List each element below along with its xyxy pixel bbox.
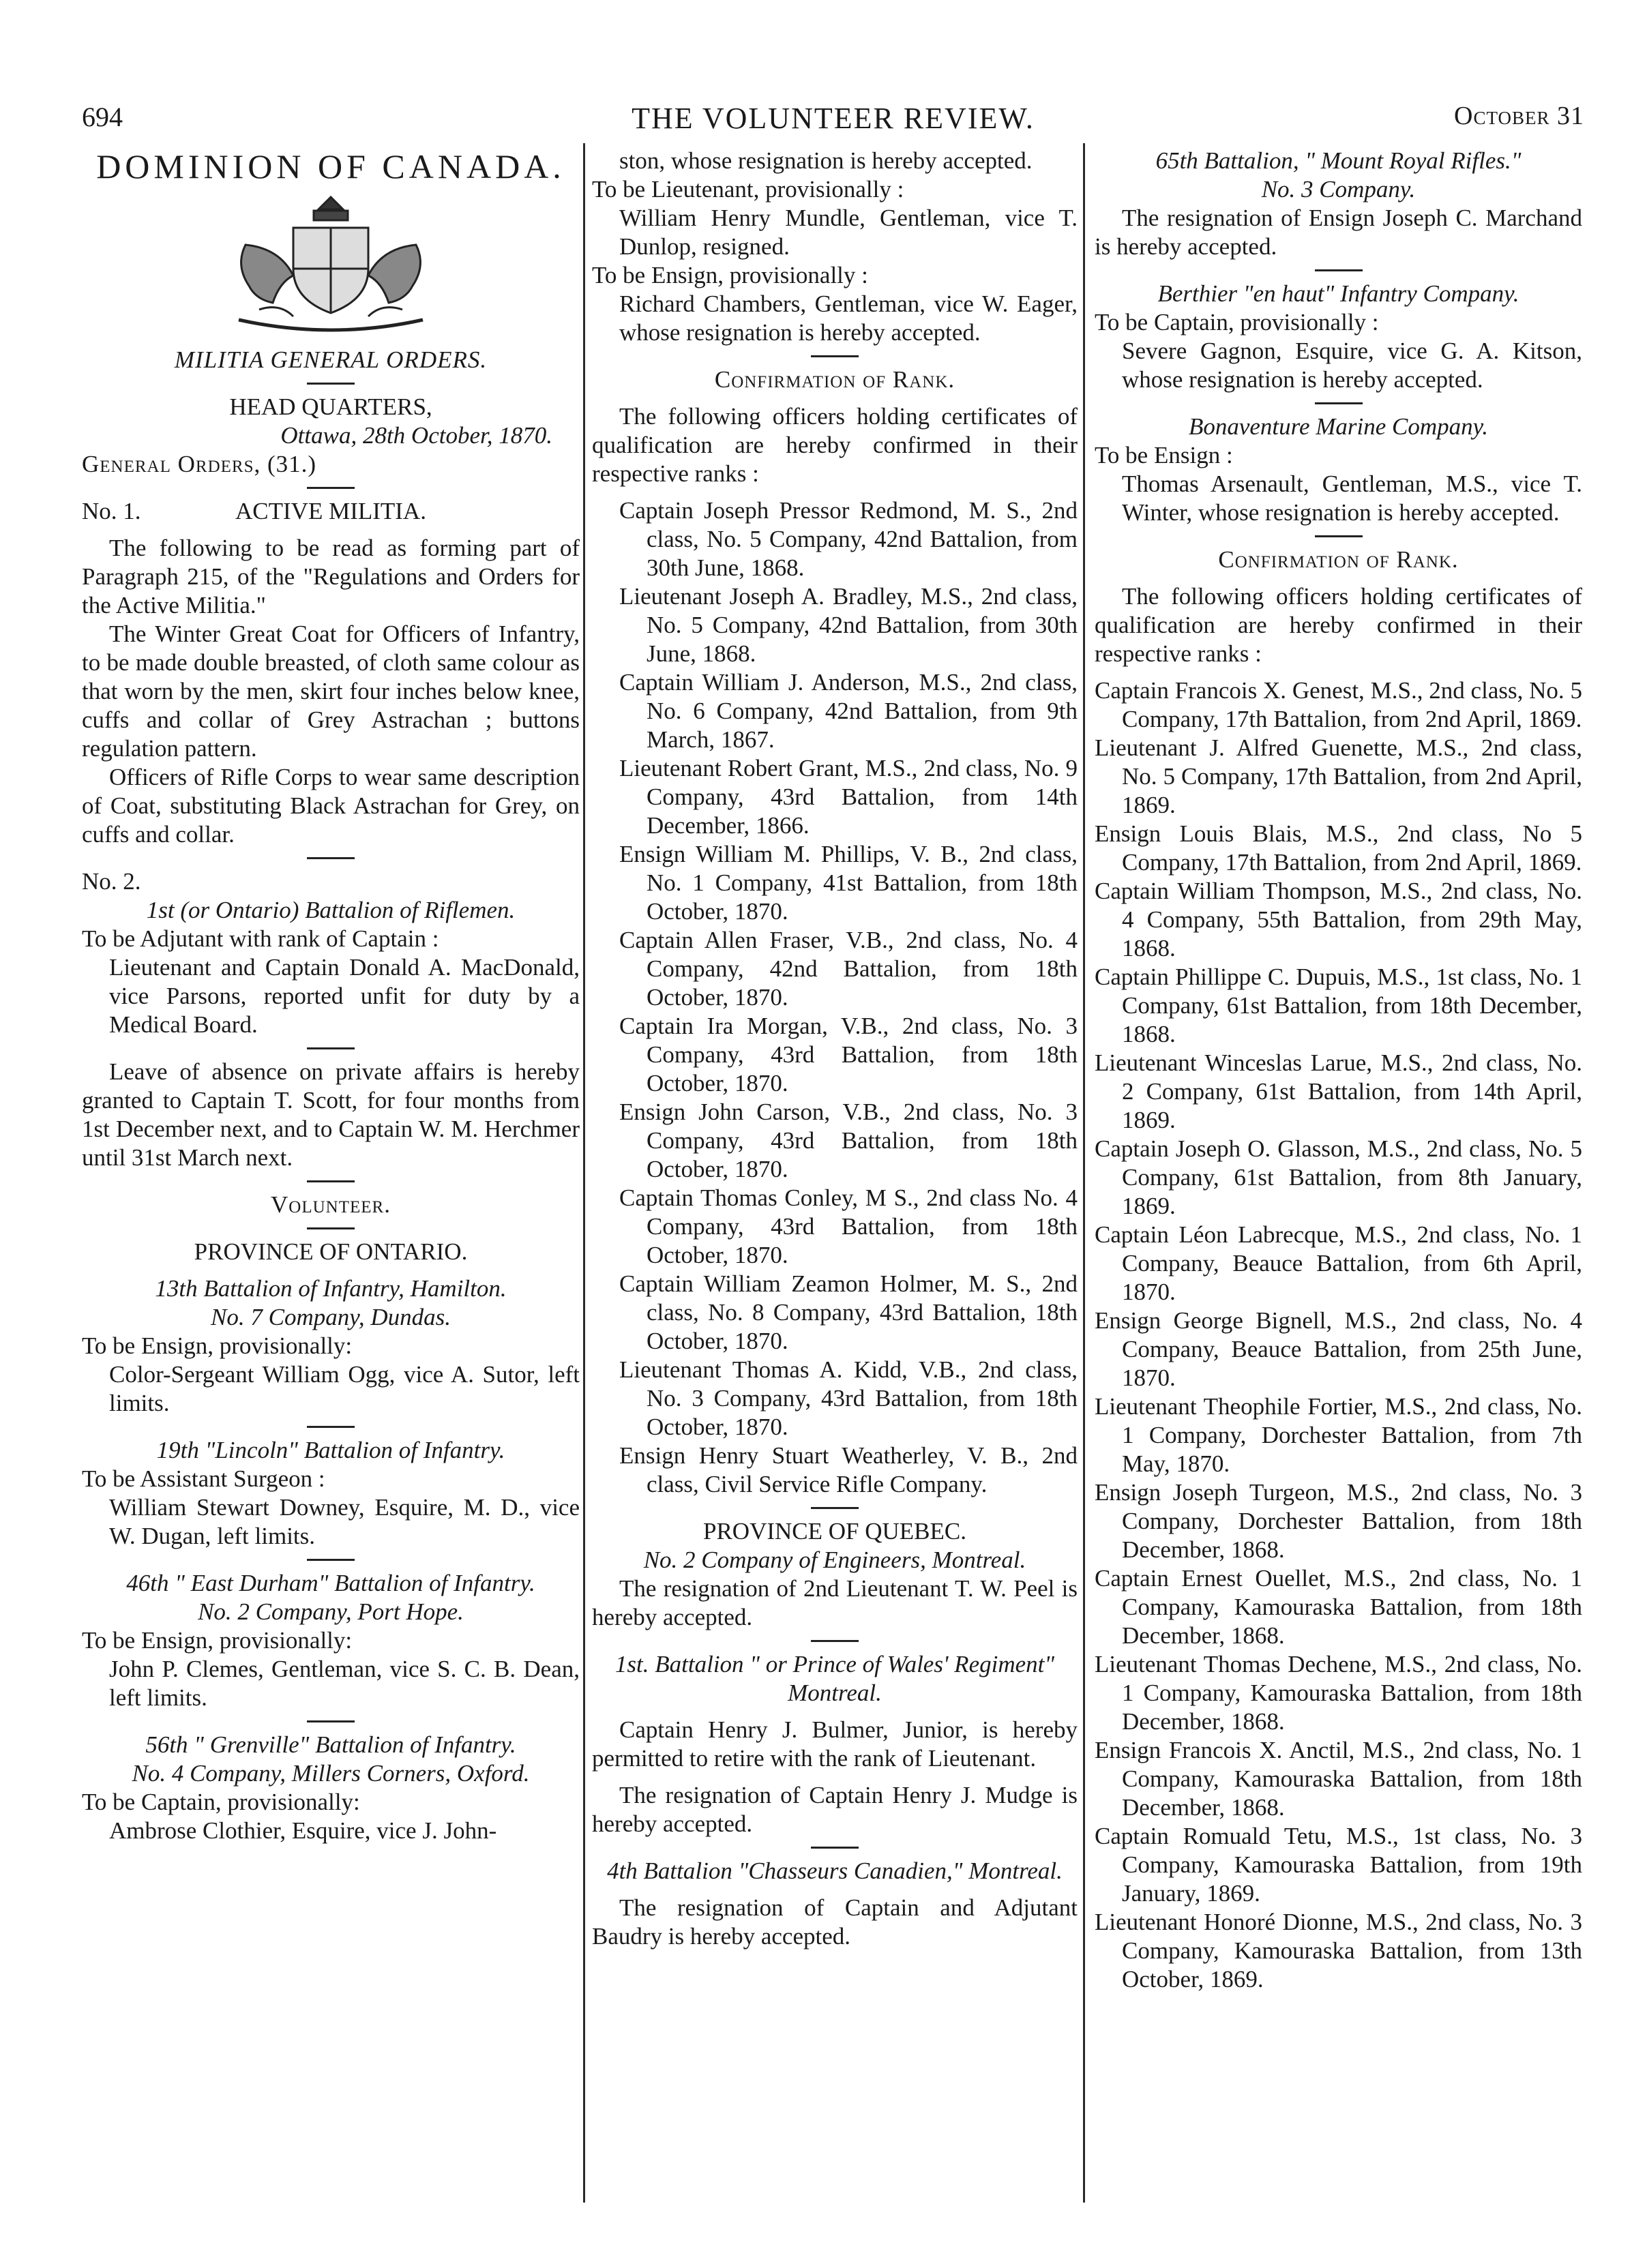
divider <box>307 1426 355 1428</box>
list-item: Lieutenant Thomas A. Kidd, V.B., 2nd class, No. 3 Company, 43rd Battalion, from 18th October, 1870. <box>619 1356 1078 1440</box>
divider <box>307 1559 355 1561</box>
appointment-heading: To be Lieutenant, provisionally : <box>592 176 904 203</box>
appointment-entry: Ambrose Clothier, Esquire, vice J. John- <box>109 1817 497 1844</box>
masthead: DOMINION OF CANADA. <box>96 147 565 185</box>
list-item: Ensign John Carson, V.B., 2nd class, No. 3 Company, 43rd Battalion, from 18th October, 1870. <box>619 1099 1078 1182</box>
column-divider <box>583 143 585 2203</box>
column-divider <box>1083 143 1085 2203</box>
list-item: Captain Allen Fraser, V.B., 2nd class, No. 4 Company, 42nd Battalion, from 18th October, 1870. <box>619 927 1078 1011</box>
list-item: Lieutenant Winceslas Larue, M.S., 2nd class, No. 2 Company, 61st Battalion, from 14th April, 1869. <box>1095 1049 1582 1133</box>
section-heading: Volunteer. <box>271 1191 391 1218</box>
divider <box>1315 269 1363 271</box>
column-2 <box>592 147 1078 1951</box>
list-item: Captain Ernest Ouellet, M.S., 2nd class, No. 1 Company, Kamouraska Battalion, from 18th December, 1868. <box>1095 1565 1582 1649</box>
list-item: Captain Joseph Pressor Redmond, M. S., 2nd class, No. 5 Company, 42nd Battalion, from 30th June, 1868. <box>619 497 1078 581</box>
list-item: Captain Phillippe C. Dupuis, M.S., 1st class, No. 1 Company, 61st Battalion, from 18th December, 1868. <box>1095 964 1582 1047</box>
list-item: Lieutenant Theophile Fortier, M.S., 2nd class, No. 1 Company, Dorchester Battalion, from 7th May, 1870. <box>1095 1393 1582 1477</box>
paragraph: The resignation of Captain and Adjutant Baudry is hereby accepted. <box>592 1894 1078 1950</box>
battalion-heading: 19th "Lincoln" Battalion of Infantry. <box>156 1437 505 1463</box>
paragraph: The following to be read as forming part of Paragraph 215, of the "Regulations and Orders for the Active Militia." <box>82 535 580 618</box>
publication-title: THE VOLUNTEER REVIEW. <box>632 102 1035 135</box>
appointment-entry: Color-Sergeant William Ogg, vice A. Sutor, left limits. <box>109 1361 580 1416</box>
appointment-entry: ston, whose resignation is hereby accepted. <box>619 147 1033 174</box>
page-number: 694 <box>82 102 123 132</box>
company-heading: Berthier "en haut" Infantry Company. <box>1157 280 1519 307</box>
appointment-heading: To be Ensign, provisionally : <box>592 262 868 288</box>
appointment-heading: To be Ensign, provisionally: <box>82 1332 353 1359</box>
divider <box>307 1180 355 1182</box>
paragraph: Officers of Rifle Corps to wear same description of Coat, substituting Black Astrachan for Grey, on cuffs and collar. <box>82 764 580 848</box>
paragraph: The resignation of Captain Henry J. Mudge is hereby accepted. <box>592 1782 1078 1837</box>
battalion-heading: 56th " Grenville" Battalion of Infantry. <box>145 1731 516 1758</box>
divider <box>307 1047 355 1049</box>
hq-date: Ottawa, 28th October, 1870. <box>280 422 552 449</box>
paragraph: The resignation of 2nd Lieutenant T. W. Peel is hereby accepted. <box>592 1575 1078 1630</box>
battalion-heading: 1st. Battalion " or Prince of Wales' Regiment" Montreal. <box>614 1651 1055 1706</box>
issue-date: October 31 <box>1454 102 1584 130</box>
paragraph: Captain Henry J. Bulmer, Junior, is hereby permitted to retire with the rank of Lieutenant. <box>592 1716 1078 1772</box>
confirmation-list <box>1095 676 1582 1994</box>
list-item: Captain William Thompson, M.S., 2nd class, No. 4 Company, 55th Battalion, from 29th May, 1868. <box>1095 878 1582 961</box>
list-item: Ensign Joseph Turgeon, M.S., 2nd class, No. 3 Company, Dorchester Battalion, from 18th December, 1868. <box>1095 1479 1582 1563</box>
order-number: No. 2. <box>82 868 141 895</box>
appointment-entry: Thomas Arsenault, Gentleman, M.S., vice T. Winter, whose resignation is hereby accepted. <box>1122 471 1582 526</box>
company-heading: No. 4 Company, Millers Corners, Oxford. <box>132 1760 530 1787</box>
section-heading: Confirmation of Rank. <box>714 366 955 393</box>
list-item: Captain Joseph O. Glasson, M.S., 2nd class, No. 5 Company, 61st Battalion, from 8th January, 1869. <box>1095 1135 1582 1219</box>
appointment-entry: Severe Gagnon, Esquire, vice G. A. Kitson, whose resignation is hereby accepted. <box>1122 338 1582 393</box>
appointment-entry: Richard Chambers, Gentleman, vice W. Eager, whose resignation is hereby accepted. <box>619 290 1078 346</box>
appointment-entry: William Henry Mundle, Gentleman, vice T. Dunlop, resigned. <box>619 205 1078 260</box>
divider <box>1315 535 1363 537</box>
divider <box>811 1847 859 1849</box>
province-heading: PROVINCE OF ONTARIO. <box>194 1238 468 1265</box>
province-heading: PROVINCE OF QUEBEC. <box>702 1518 966 1545</box>
list-item: Captain Thomas Conley, M S., 2nd class No. 4 Company, 43rd Battalion, from 18th October, 1870. <box>619 1184 1078 1268</box>
paragraph: The following officers holding certificates of qualification are hereby confirmed in their respective ranks : <box>1095 583 1582 667</box>
battalion-heading: 46th " East Durham" Battalion of Infantry. <box>126 1570 535 1596</box>
list-item: Captain William J. Anderson, M.S., 2nd class, No. 6 Company, 42nd Battalion, from 9th March, 1867. <box>619 669 1078 753</box>
divider <box>1315 402 1363 404</box>
appointment-entry: William Stewart Downey, Esquire, M. D., vice W. Dugan, left limits. <box>109 1494 580 1549</box>
divider <box>307 1720 355 1722</box>
divider <box>811 355 859 357</box>
page-header <box>82 101 1584 142</box>
company-heading: Bonaventure Marine Company. <box>1188 413 1489 440</box>
list-item: Lieutenant Robert Grant, M.S., 2nd class, No. 9 Company, 43rd Battalion, from 14th December, 1866. <box>619 755 1078 839</box>
battalion-heading: 4th Battalion "Chasseurs Canadien," Montreal. <box>607 1857 1063 1884</box>
appointment-entry: Lieutenant and Captain Donald A. MacDonald, vice Parsons, reported unfit for duty by a Medical Board. <box>109 954 580 1038</box>
list-item: Lieutenant Honoré Dionne, M.S., 2nd class, No. 3 Company, Kamouraska Battalion, from 13th October, 1869. <box>1095 1909 1582 1993</box>
list-item: Ensign Henry Stuart Weatherley, V. B., 2nd class, Civil Service Rifle Company. <box>619 1442 1078 1497</box>
appointment-heading: To be Captain, provisionally : <box>1095 309 1379 335</box>
list-item: Lieutenant J. Alfred Guenette, M.S., 2nd class, No. 5 Company, 17th Battalion, from 2nd April, 1869. <box>1095 734 1582 818</box>
list-item: Captain Léon Labrecque, M.S., 2nd class, No. 1 Company, Beauce Battalion, from 6th April, 1870. <box>1095 1221 1582 1305</box>
section-heading: ACTIVE MILITIA. <box>235 498 426 524</box>
divider <box>307 383 355 385</box>
battalion-heading: 65th Battalion, " Mount Royal Rifles." <box>1155 147 1522 174</box>
appointment-heading: To be Captain, provisionally: <box>82 1789 360 1815</box>
divider <box>307 857 355 859</box>
company-heading: No. 2 Company, Port Hope. <box>198 1598 464 1625</box>
orders-title: MILITIA GENERAL ORDERS. <box>174 346 488 373</box>
list-item: Ensign George Bignell, M.S., 2nd class, No. 4 Company, Beauce Battalion, from 25th June, 1870. <box>1095 1307 1582 1391</box>
divider <box>307 1227 355 1229</box>
appointment-heading: To be Ensign, provisionally: <box>82 1627 353 1654</box>
list-item: Ensign Francois X. Anctil, M.S., 2nd class, No. 1 Company, Kamouraska Battalion, from 18th December, 1868. <box>1095 1737 1582 1821</box>
appointment-heading: To be Assistant Surgeon : <box>82 1465 325 1492</box>
divider <box>811 1507 859 1509</box>
list-item: Lieutenant Joseph A. Bradley, M.S., 2nd class, No. 5 Company, 42nd Battalion, from 30th June, 1868. <box>619 583 1078 667</box>
paragraph: The resignation of Ensign Joseph C. Marchand is hereby accepted. <box>1095 205 1582 260</box>
battalion-heading: 13th Battalion of Infantry, Hamilton. <box>155 1275 507 1302</box>
paragraph: The Winter Great Coat for Officers of Infantry, to be made double breasted, of cloth same colour as that worn by the men, skirt four inches below knee, cuffs and collar of Grey Astrachan ; buttons regulation pattern. <box>82 621 580 762</box>
appointment-heading: To be Ensign : <box>1095 442 1233 468</box>
paragraph: The following officers holding certificates of qualification are hereby confirmed in their respective ranks : <box>592 403 1078 487</box>
coat-of-arms-icon <box>218 190 443 333</box>
list-item: Captain William Zeamon Holmer, M. S., 2nd class, No. 8 Company, 43rd Battalion, 18th October, 1870. <box>619 1270 1078 1354</box>
list-item: Captain Romuald Tetu, M.S., 1st class, No. 3 Company, Kamouraska Battalion, from 19th January, 1869. <box>1095 1823 1582 1907</box>
column-1 <box>82 147 580 1845</box>
head-quarters: HEAD QUARTERS, <box>229 393 432 420</box>
list-item: Ensign Louis Blais, M.S., 2nd class, No 5 Company, 17th Battalion, from 2nd April, 1869. <box>1095 820 1582 876</box>
confirmation-list <box>592 496 1078 1499</box>
battalion-heading: 1st (or Ontario) Battalion of Riflemen. <box>146 897 516 923</box>
list-item: Lieutenant Thomas Dechene, M.S., 2nd class, No. 1 Company, Kamouraska Battalion, from 18th December, 1868. <box>1095 1651 1582 1735</box>
divider <box>811 1640 859 1642</box>
appointment-heading: To be Adjutant with rank of Captain : <box>82 925 439 952</box>
column-3 <box>1095 147 1582 1994</box>
company-heading: No. 7 Company, Dundas. <box>211 1304 451 1330</box>
appointment-entry: John P. Clemes, Gentleman, vice S. C. B. Dean, left limits. <box>109 1656 580 1711</box>
list-item: Ensign William M. Phillips, V. B., 2nd class, No. 1 Company, 41st Battalion, from 18th October, 1870. <box>619 841 1078 925</box>
company-heading: No. 3 Company. <box>1261 176 1416 203</box>
order-number: No. 1. <box>82 498 141 524</box>
list-item: Captain Ira Morgan, V.B., 2nd class, No. 3 Company, 43rd Battalion, from 18th October, 1870. <box>619 1013 1078 1096</box>
general-orders-number: General Orders, (31.) <box>82 451 317 477</box>
company-heading: No. 2 Company of Engineers, Montreal. <box>643 1547 1026 1573</box>
list-item: Captain Francois X. Genest, M.S., 2nd class, No. 5 Company, 17th Battalion, from 2nd April, 1869. <box>1095 677 1582 732</box>
section-heading: Confirmation of Rank. <box>1218 546 1459 573</box>
divider <box>307 487 355 489</box>
paragraph: Leave of absence on private affairs is hereby granted to Captain T. Scott, for four months from 1st December next, and to Captain W. M. Herchmer until 31st March next. <box>82 1058 580 1171</box>
